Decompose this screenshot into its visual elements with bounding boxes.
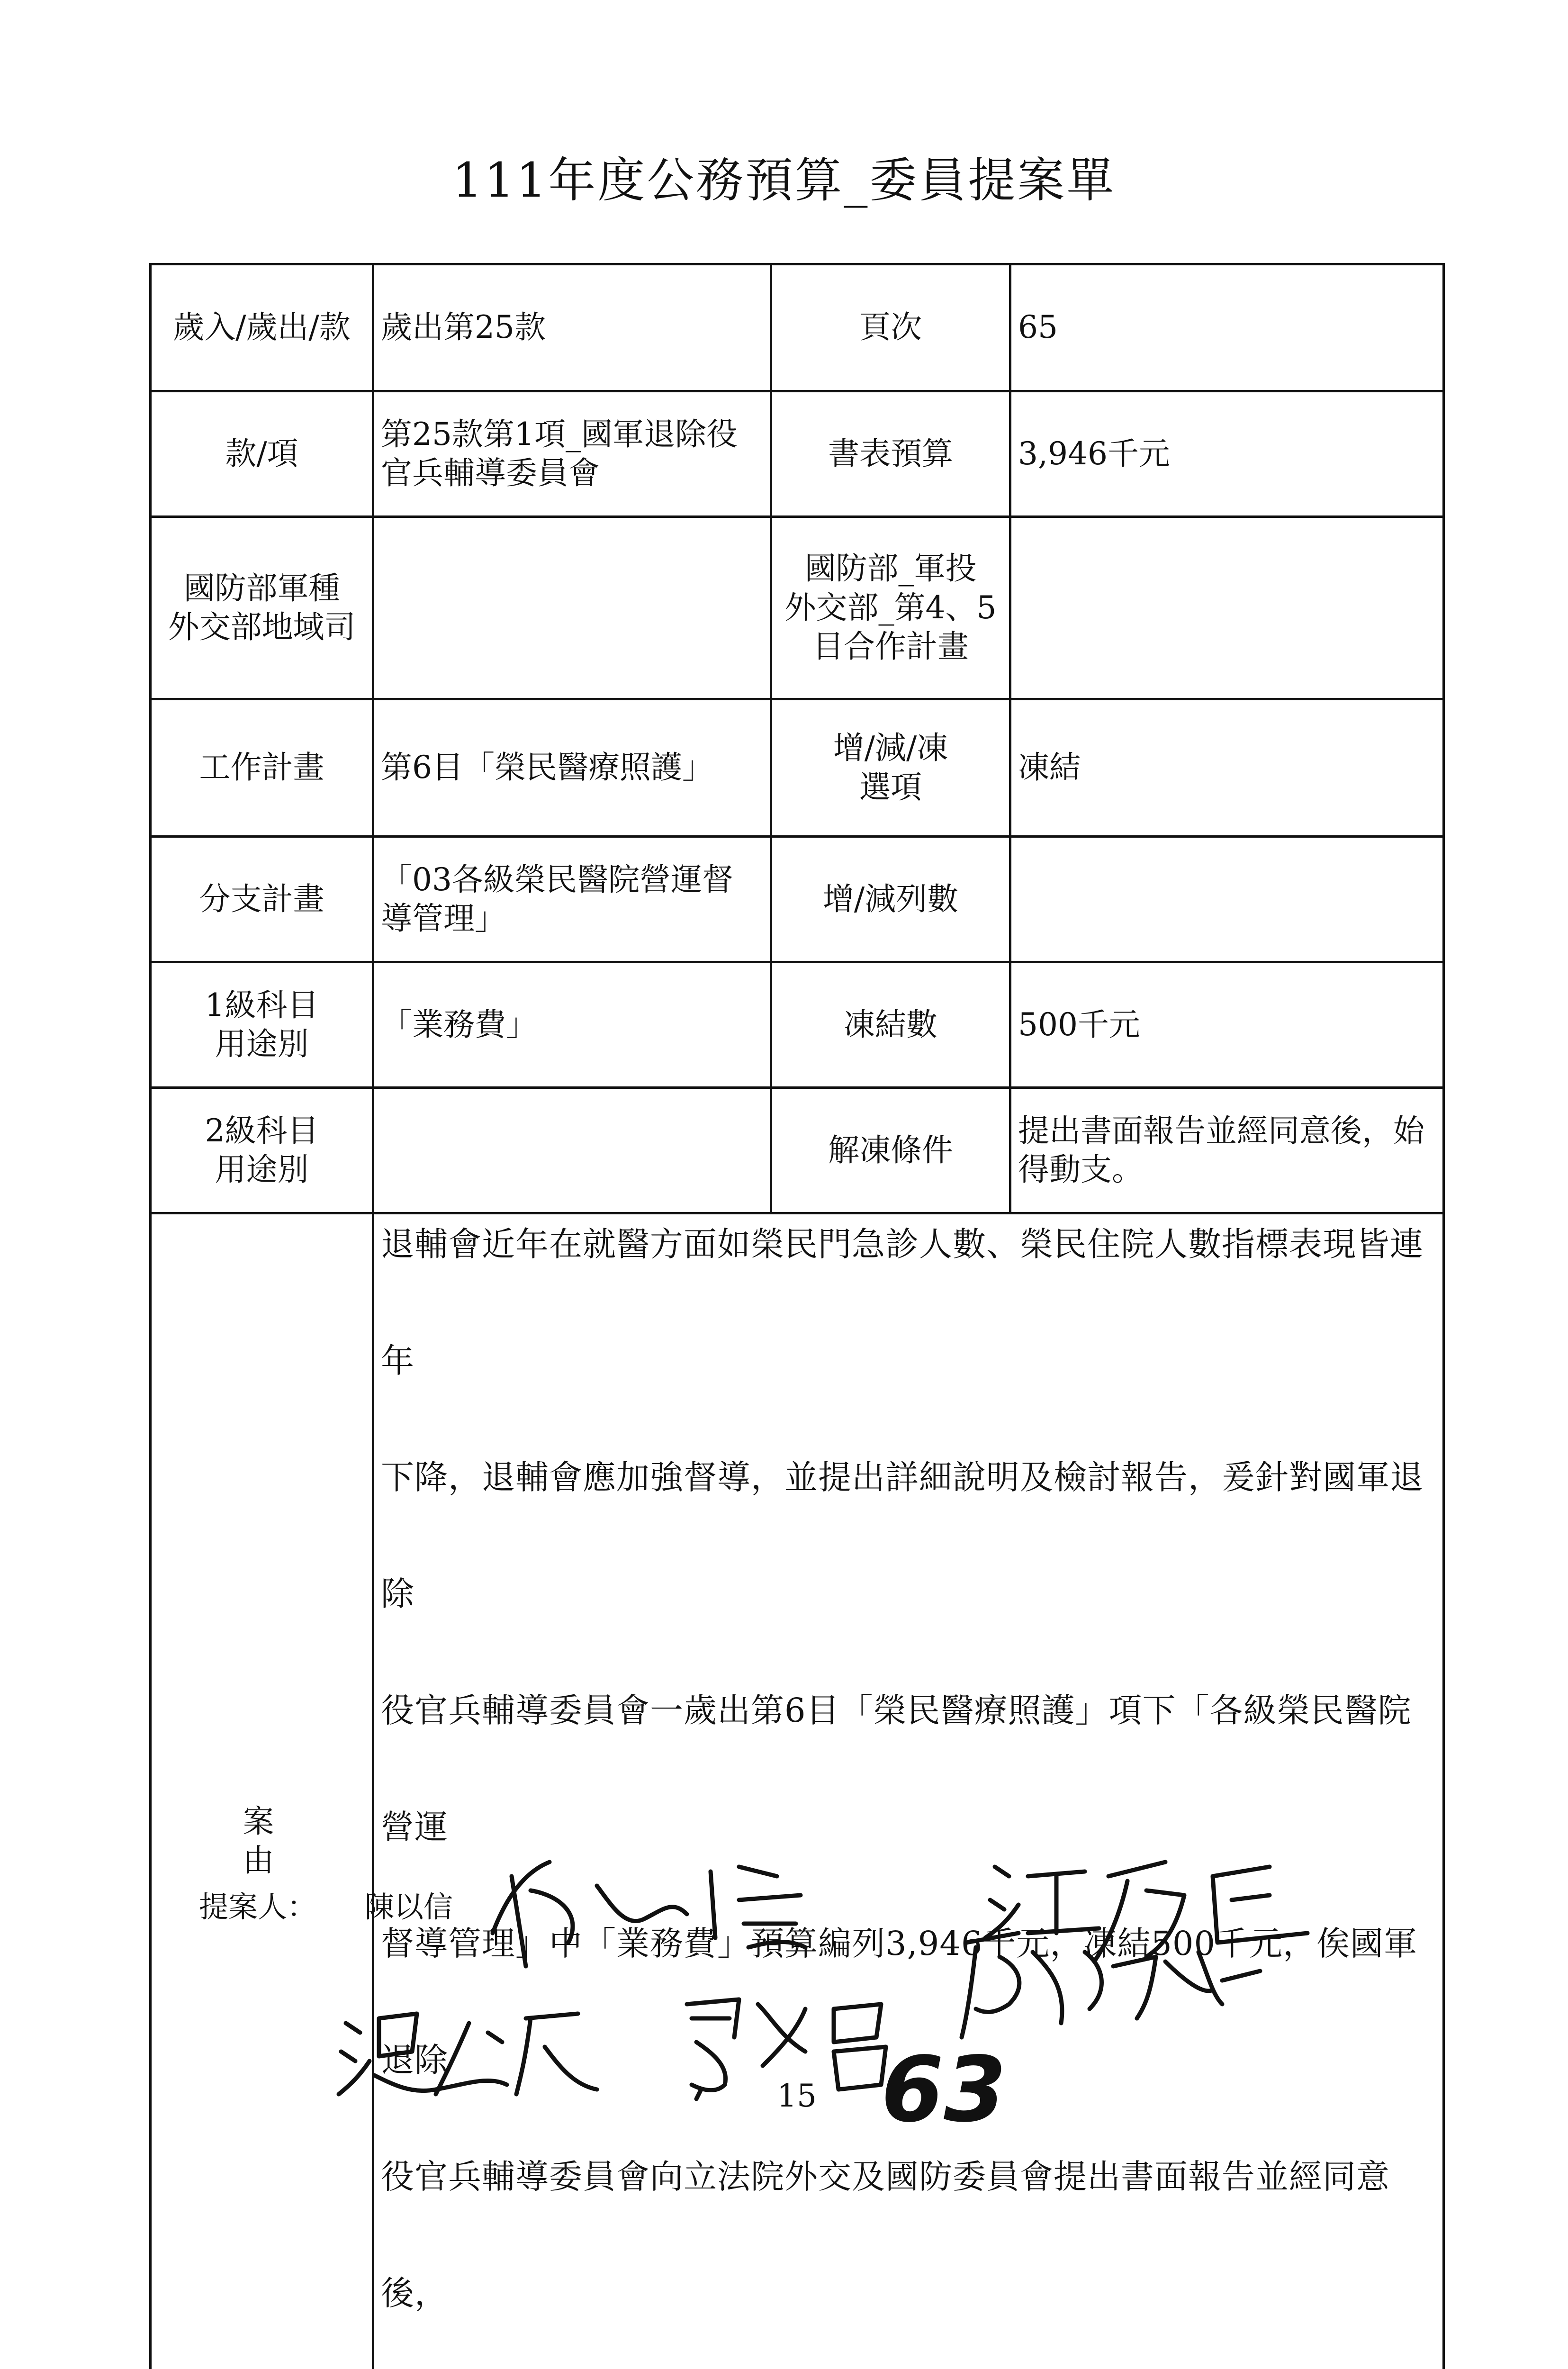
reason-line: 督導管理」中「業務費」預算編列3,946千元，凍結500千元，俟國軍退除 [381,1885,1438,2118]
row-label: 書表預算 [771,391,1010,517]
row-label: 凍結數 [771,962,1010,1088]
signature-wen-yuxia [339,2014,597,2094]
row-value: 「業務費」 [373,962,771,1088]
row-value: 第25款第1項_國軍退除役官兵輔導委員會 [373,391,771,517]
signature-liao-wanru [962,1933,1260,2037]
reason-line: 役官兵輔導委員會向立法院外交及國防委員會提出書面報告並經同意後， [381,2118,1438,2351]
signature-chen-yixin [493,1862,805,1966]
page-title: 111年度公務預算_委員提案單 [0,142,1568,210]
reason-line: 退輔會近年在就醫方面如榮民門急診人數、榮民住院人數指標表現皆連年 [381,1186,1438,1419]
row-value: 500千元 [1010,962,1444,1088]
row-value: 「03各級榮民醫院營運督導管理」 [373,837,771,962]
row-label: 1級科目 用途別 [151,962,373,1088]
row-value: 歲出第25款 [373,264,771,391]
row-label: 歲入/歲出/款 [151,264,373,391]
reason-line [381,2351,1438,2369]
row-label: 國防部_軍投 外交部_第4、5 目合作計畫 [771,517,1010,699]
handwritten-page-number: 63 [881,2037,1006,2142]
row-label: 款/項 [151,391,373,517]
row-value: 提出書面報告並經同意後，始得動支。 [1010,1088,1444,1213]
proposer-name: 陳以信 [365,1883,453,1926]
row-label: 解凍條件 [771,1088,1010,1213]
reason-label: 案由 [151,1213,373,2369]
row-label: 2級科目 用途別 [151,1088,373,1213]
row-label: 增/減/凍 選項 [771,699,1010,837]
signature-jiang-qichen [985,1862,1307,1962]
row-label: 國防部軍種 外交部地域司 [151,517,373,699]
row-value: 65 [1010,264,1444,391]
row-label: 工作計畫 [151,699,373,837]
row-value: 凍結 [1010,699,1444,837]
reason-line: 役官兵輔導委員會一歲出第6目「榮民醫療照護」項下「各級榮民醫院營運 [381,1652,1438,1885]
row-value: 3,946千元 [1010,391,1444,517]
row-label: 增/減列數 [771,837,1010,962]
reason-line: 下降，退輔會應加強督導，並提出詳細說明及檢討報告，爰針對國軍退除 [381,1419,1438,1652]
proposer-label: 提案人： [199,1883,316,1926]
row-value: 第6目「榮民醫療照護」 [373,699,771,837]
page-number: 15 [777,2078,817,2114]
row-label: 分支計畫 [151,837,373,962]
row-label: 頁次 [771,264,1010,391]
